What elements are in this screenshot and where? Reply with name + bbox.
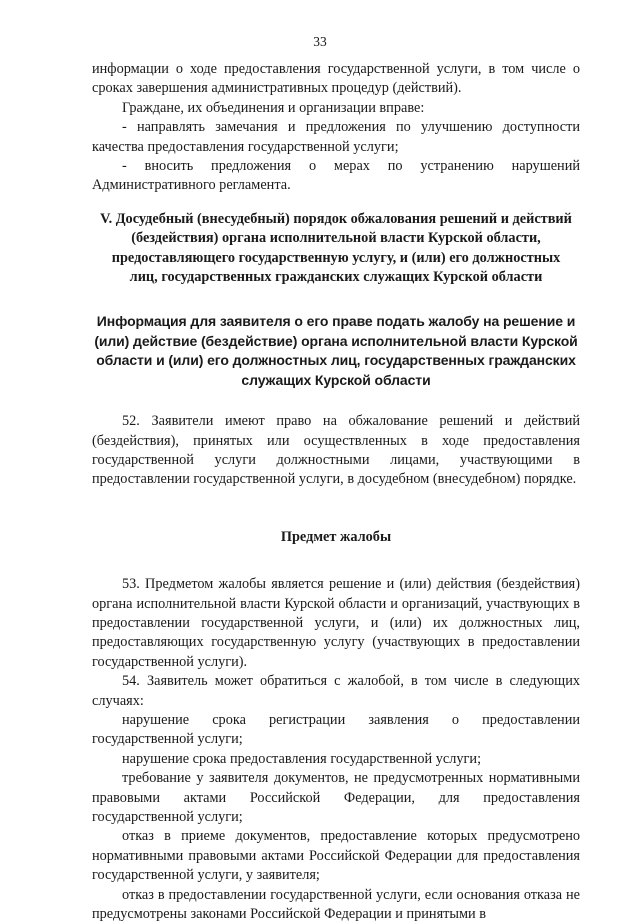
subject-title: Предмет жалобы <box>280 528 392 545</box>
list-item-remarks: - направлять замечания и предложения по улучшению доступности качества предоставления государственной услуги; <box>92 119 580 155</box>
page-body <box>92 60 580 924</box>
paragraph-52: 52. Заявители имеют право на обжалование решений и действий (бездействия), принятых или осуществленных в ходе предоставления государственной услуги должностными лицами, участвующими в предоставлении государственной услуги, в досудебном (внесудебном) порядке. <box>92 413 580 488</box>
case-item: отказ в предоставлении государственной услуги, если основания отказа не предусмотрены законами Российской Федерации и принятыми в <box>92 886 580 923</box>
paragraph-continuation: информации о ходе предоставления государственной услуги, в том числе о сроках завершения административных процедур (действий). <box>92 61 580 97</box>
section-title: V. Досудебный (внесудебный) порядок обжалования решений и действий (бездействия) органа исполнительной власти Курской области, предоставляющего государственную услугу, и (или) его должностных лиц, государственных гражданских служащих Курской области <box>100 210 572 286</box>
case-item: отказ в приеме документов, предоставление которых предусмотрено нормативными правовыми актами Российской Федерации для предоставления государственной услуги, у заявителя; <box>92 828 580 884</box>
case-item: требование у заявителя документов, не предусмотренных нормативными правовыми актами Российской Федерации, для предоставления государственной услуги; <box>92 770 580 825</box>
page-number: 33 <box>313 34 327 49</box>
case-item: нарушение срока регистрации заявления о предоставлении государственной услуги; <box>92 711 580 748</box>
paragraph-citizens-rights: Граждане, их объединения и организации вправе: <box>122 99 425 116</box>
paragraph-53: 53. Предметом жалобы является решение и (или) действия (бездействия) органа исполнительной власти Курской области и организаций, участвующих в предоставлении государственной услуги, и (или) их должностных лиц, предоставляющих государственную услугу (участвующих в предоставлении государственной услуги). <box>92 576 580 670</box>
list-item-proposals: - вносить предложения о мерах по устранению нарушений Административного регламента. <box>92 158 580 194</box>
case-item: нарушение срока предоставления государственной услуги; <box>122 750 482 767</box>
info-title: Информация для заявителя о его праве подать жалобу на решение и (или) действие (бездействие) органа исполнительной власти Курской области и (или) его должностных лиц, государственных гражданских служащих Курской области <box>94 313 578 388</box>
paragraph-54: 54. Заявитель может обратиться с жалобой, в том числе в следующих случаях: <box>92 673 580 709</box>
